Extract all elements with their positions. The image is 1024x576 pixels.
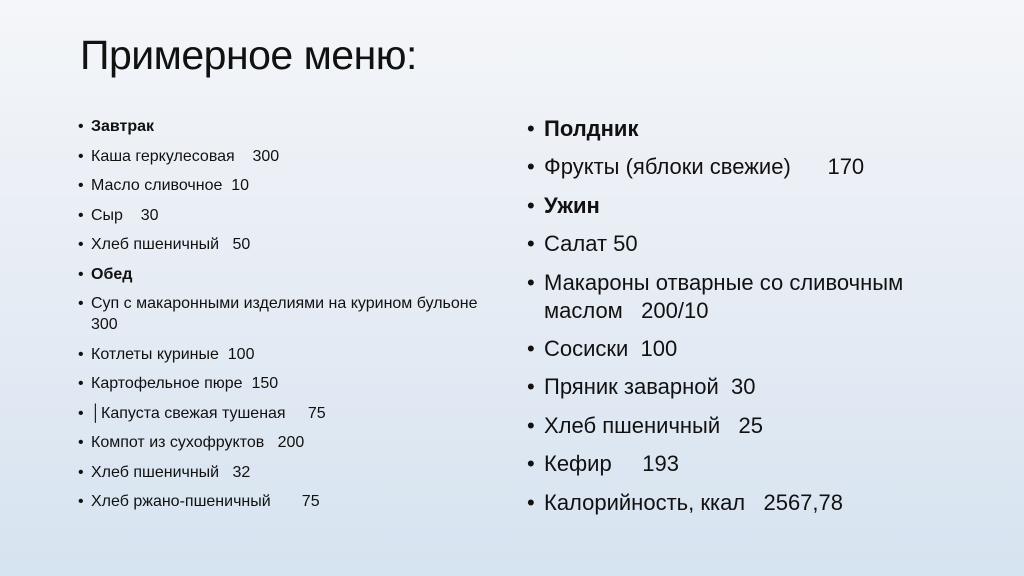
menu-item-text: Хлеб пшеничный 32 [91,463,251,481]
menu-item-text: Суп с макаронными изделиями на курином бульоне 300 [91,295,487,333]
list-item [527,412,947,440]
list-item [527,230,947,258]
menu-item-text: Каша геркулесовая 300 [91,147,280,165]
dinner-heading: Ужин [544,192,600,218]
list-item [78,344,498,365]
list-item-snack-heading [527,115,947,143]
list-item [78,373,498,394]
right-menu-list [527,115,947,527]
list-item [78,491,498,512]
left-menu-list [78,116,498,521]
calories-total: Калорийность, ккал 2567,78 [544,489,843,515]
menu-item-text: Хлеб ржано-пшеничный 75 [91,493,320,510]
list-item [78,234,498,255]
menu-item-text: Котлеты куриные 100 [91,345,255,363]
breakfast-heading: Завтрак [91,118,155,135]
list-item-dinner-heading [527,192,947,220]
menu-item-text: Сосиски 100 [544,335,678,361]
menu-item-text: Сыр 30 [91,206,159,224]
menu-item-text: Хлеб пшеничный 25 [544,412,763,438]
menu-item-text: Макароны отварные со сливочным маслом 200/10 [544,269,910,323]
list-item-breakfast-heading [78,116,498,137]
list-item [78,175,498,196]
menu-item-text: Пряник заварной 30 [544,374,756,400]
list-item [78,432,498,453]
list-item-calories [527,489,947,517]
list-item [78,146,498,167]
list-item [78,293,498,335]
menu-item-text: Фрукты (яблоки свежие) 170 [544,154,865,180]
lunch-heading: Обед [91,265,133,283]
slide-title: Примерное меню: [80,32,417,78]
menu-item-text: Салат 50 [544,231,638,257]
menu-item-text: Кефир 193 [544,451,679,477]
menu-item-text: Компот из сухофруктов 200 [91,434,305,451]
menu-item-text: Картофельное пюре 150 [91,375,279,392]
list-item [527,153,947,181]
list-item [78,403,498,424]
list-item [527,335,947,363]
snack-heading: Полдник [544,116,639,141]
list-item [78,205,498,226]
list-item [527,450,947,478]
list-item-lunch-heading [78,264,498,285]
list-item [527,269,947,325]
list-item [78,462,498,483]
menu-item-text: │Капуста свежая тушеная 75 [91,404,326,422]
menu-item-text: Хлеб пшеничный 50 [91,236,251,253]
list-item [527,373,947,401]
menu-item-text: Масло сливочное 10 [91,177,250,194]
